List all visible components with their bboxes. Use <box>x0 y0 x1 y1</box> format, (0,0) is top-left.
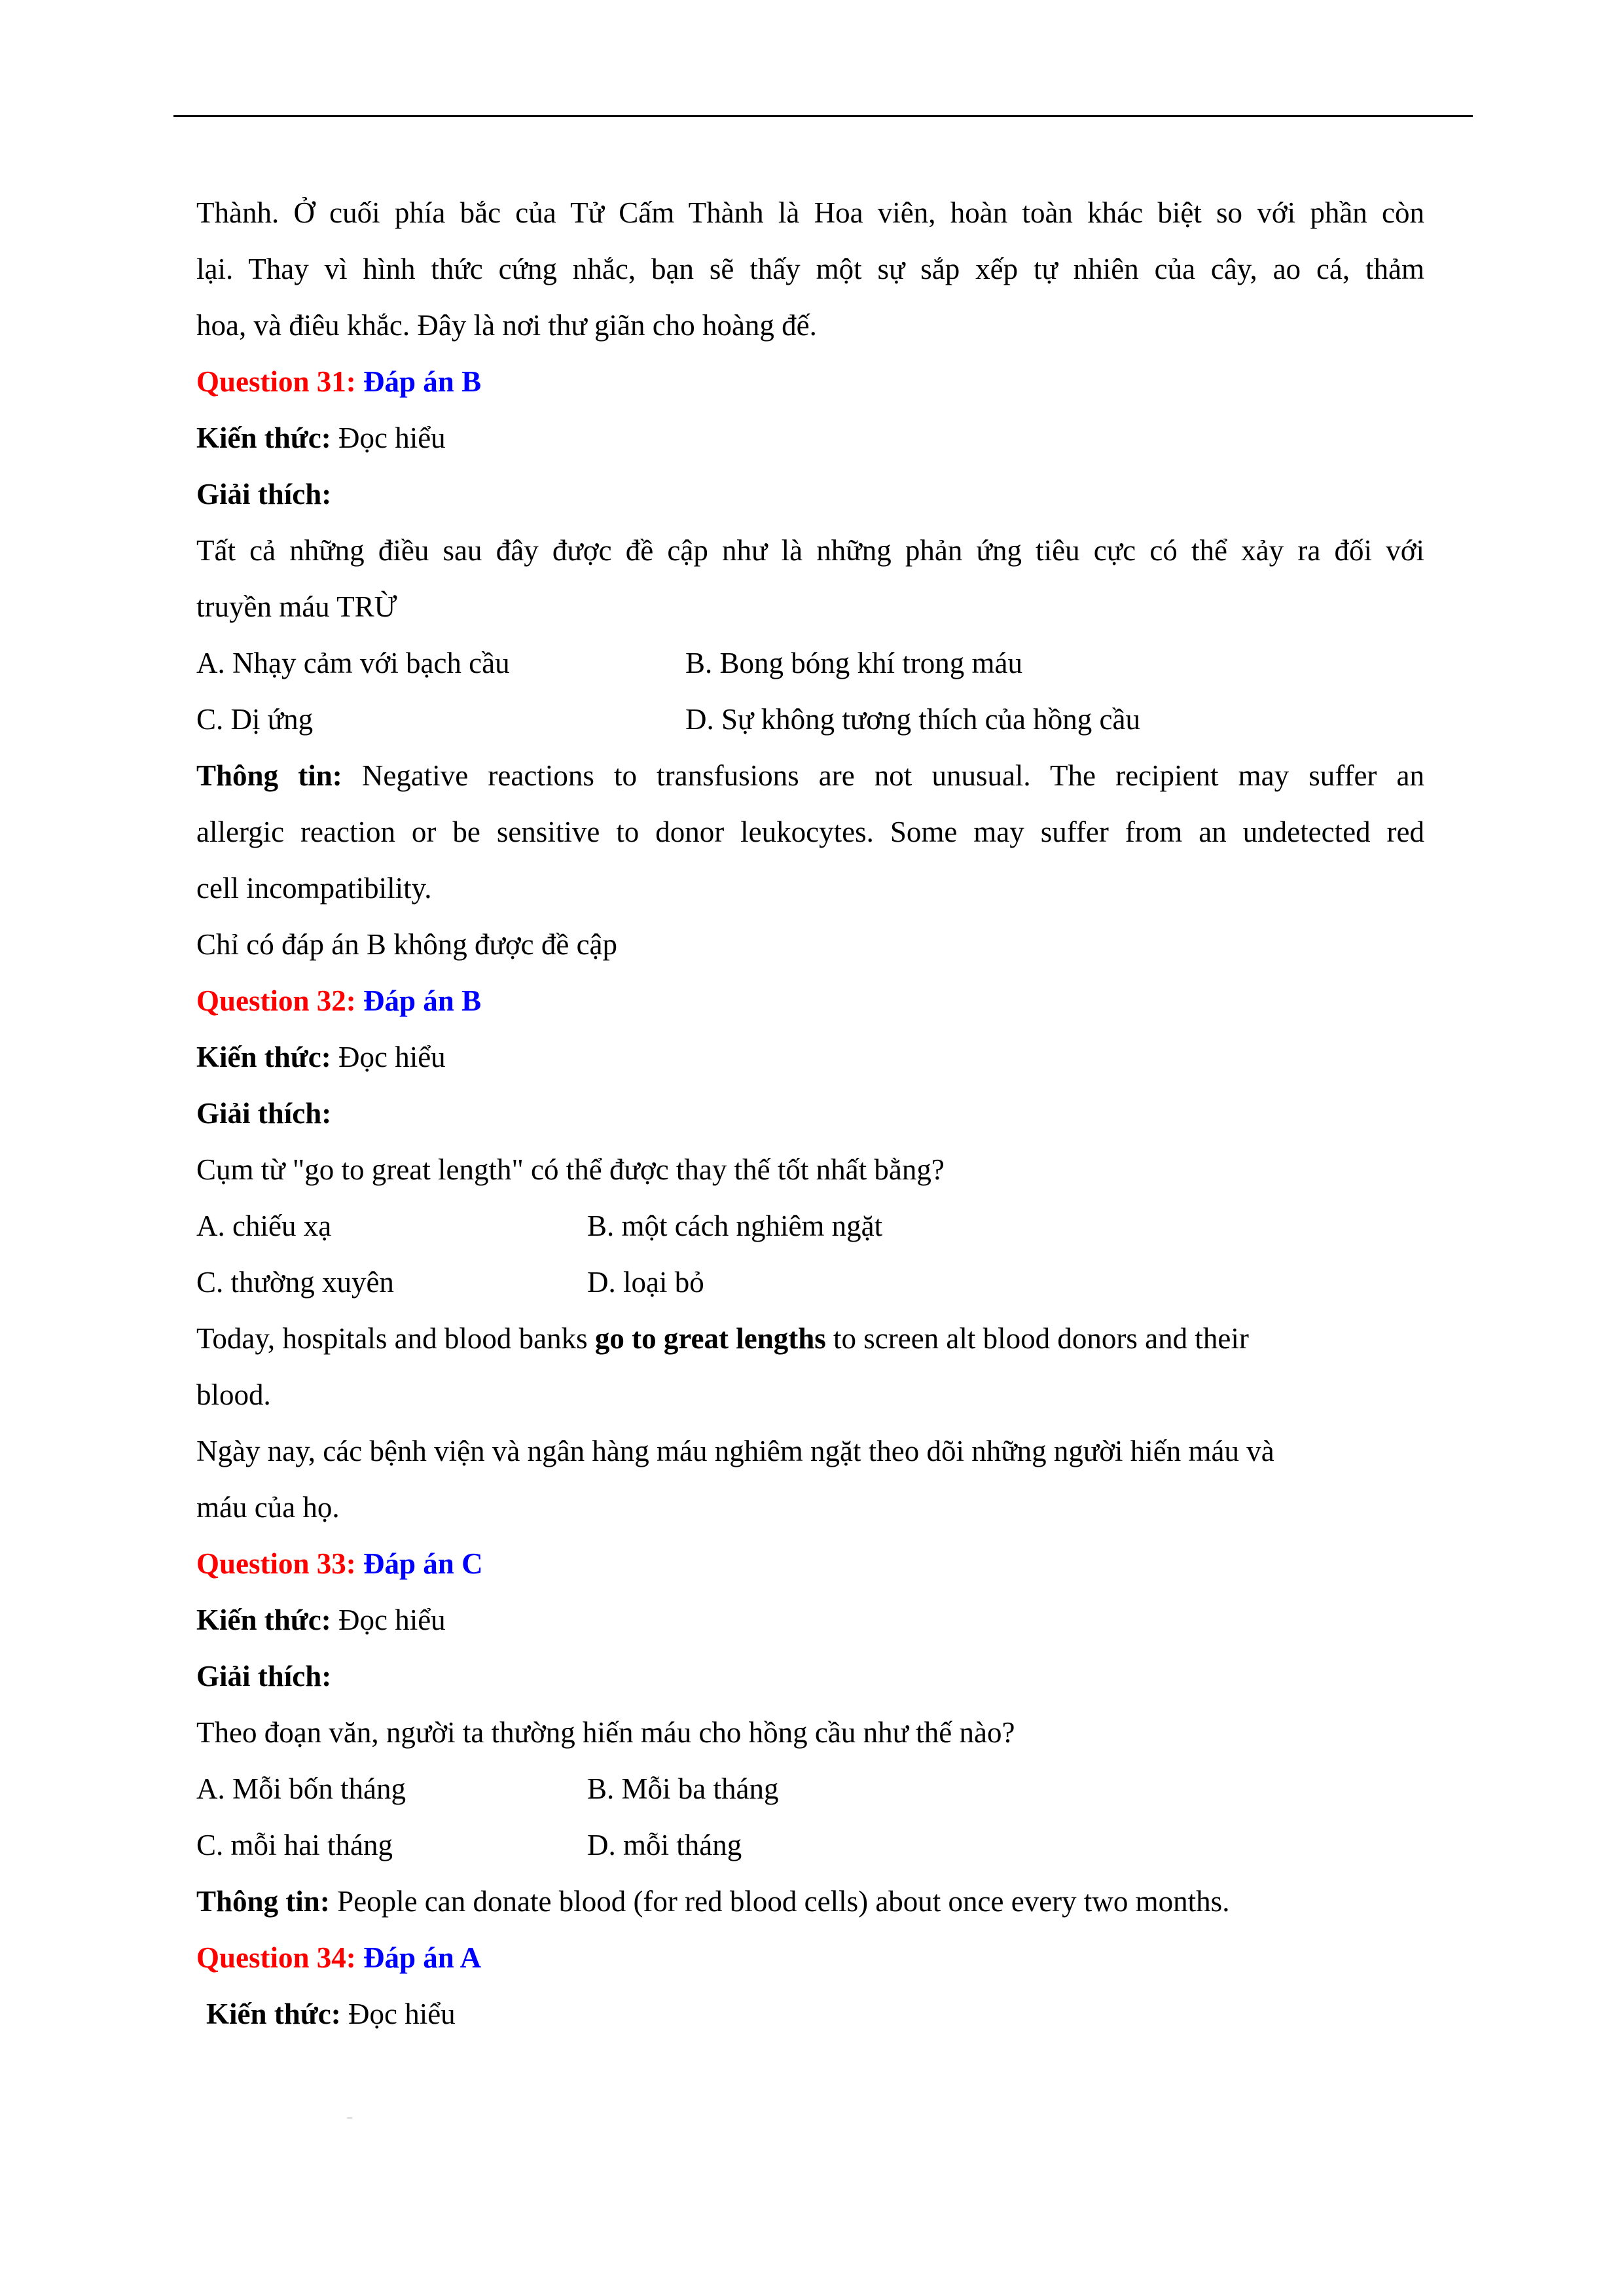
explanation-label: Giải thích: <box>196 1097 332 1130</box>
question-prompt: Cụm từ "go to great length" có thể được thay thế tốt nhất bằng? <box>196 1153 945 1186</box>
explanation-label: Giải thích: <box>196 1660 332 1693</box>
knowledge-line <box>196 1986 1424 2042</box>
knowledge-value: Đọc hiểu <box>348 1998 456 2030</box>
quote-line: blood. <box>196 1378 271 1411</box>
question-31-heading <box>196 353 1424 410</box>
info-line <box>196 1873 1424 1929</box>
question-label: Question 33: <box>196 1547 356 1580</box>
question-34-heading <box>196 1929 1424 1986</box>
option-d: D. loại bỏ <box>587 1266 704 1299</box>
translation-line: Ngày nay, các bệnh viện và ngân hàng máu nghiêm ngặt theo dõi những người hiến máu và <box>196 1435 1274 1467</box>
options-row <box>196 1761 1424 1817</box>
options-row <box>196 635 1424 691</box>
knowledge-label: Kiến thức: <box>196 1604 331 1636</box>
option-b: B. Bong bóng khí trong máu <box>685 647 1022 679</box>
header-rule <box>173 115 1473 117</box>
option-c: C. mỗi hai tháng <box>196 1829 393 1861</box>
option-a: A. chiếu xạ <box>196 1210 332 1242</box>
option-d: D. mỗi tháng <box>587 1829 742 1861</box>
answer-label: Đáp án B <box>363 365 482 398</box>
question-label: Question 34: <box>196 1941 356 1974</box>
info-line <box>196 747 1424 804</box>
quote-line <box>196 1310 1424 1367</box>
question-label: Question 31: <box>196 365 356 398</box>
option-c: C. Dị ứng <box>196 703 314 736</box>
info-label: Thông tin: <box>196 759 342 792</box>
info-text: People can donate blood (for red blood cells) about once every two months. <box>337 1885 1230 1918</box>
translation-line: máu của họ. <box>196 1491 340 1524</box>
options-row <box>196 691 1424 747</box>
option-b: B. một cách nghiêm ngặt <box>587 1210 883 1242</box>
scan-mark <box>347 2117 352 2119</box>
info-label: Thông tin: <box>196 1885 330 1918</box>
info-line: allergic reaction or be sensitive to donor leukocytes. Some may suffer from an undetected red <box>196 816 1424 848</box>
knowledge-label: Kiến thức: <box>196 1041 331 1073</box>
option-d: D. Sự không tương thích của hồng cầu <box>685 703 1140 736</box>
intro-line: hoa, và điêu khắc. Đây là nơi thư giãn cho hoàng đế. <box>196 309 817 342</box>
knowledge-label: Kiến thức: <box>206 1998 341 2030</box>
intro-line: Thành. Ở cuối phía bắc của Tử Cấm Thành là Hoa viên, hoàn toàn khác biệt so với phần còn <box>196 196 1424 229</box>
answer-label: Đáp án A <box>363 1941 482 1974</box>
page-content <box>196 185 1424 2042</box>
question-prompt: truyền máu TRỪ <box>196 590 397 623</box>
question-prompt: Theo đoạn văn, người ta thường hiến máu cho hồng cầu như thế nào? <box>196 1716 1015 1749</box>
answer-label: Đáp án B <box>363 984 482 1017</box>
knowledge-value: Đọc hiểu <box>338 1041 446 1073</box>
option-a: A. Mỗi bốn tháng <box>196 1772 406 1805</box>
answer-label: Đáp án C <box>363 1547 483 1580</box>
question-label: Question 32: <box>196 984 356 1017</box>
options-row <box>196 1817 1424 1873</box>
note-line: Chỉ có đáp án B không được đề cập <box>196 928 618 961</box>
knowledge-value: Đọc hiểu <box>338 1604 446 1636</box>
quote-highlight: go to great lengths <box>594 1322 826 1355</box>
option-a: A. Nhạy cảm với bạch cầu <box>196 647 510 679</box>
question-32-heading <box>196 973 1424 1029</box>
intro-line: lại. Thay vì hình thức cứng nhắc, bạn sẽ thấy một sự sắp xếp tự nhiên của cây, ao cá, thảm <box>196 253 1424 285</box>
option-c: C. thường xuyên <box>196 1266 394 1299</box>
options-row <box>196 1198 1424 1254</box>
quote-before: Today, hospitals and blood banks <box>196 1322 595 1355</box>
explanation-label: Giải thích: <box>196 478 332 511</box>
info-line: cell incompatibility. <box>196 872 432 905</box>
option-b: B. Mỗi ba tháng <box>587 1772 779 1805</box>
knowledge-line <box>196 1029 1424 1085</box>
knowledge-label: Kiến thức: <box>196 422 331 454</box>
question-prompt: Tất cả những điều sau đây được đề cập như là những phản ứng tiêu cực có thể xảy ra đối với <box>196 534 1424 567</box>
question-33-heading <box>196 1535 1424 1592</box>
knowledge-line <box>196 410 1424 466</box>
quote-after: to screen alt blood donors and their <box>825 1322 1249 1355</box>
options-row <box>196 1254 1424 1310</box>
knowledge-value: Đọc hiểu <box>338 422 446 454</box>
knowledge-line <box>196 1592 1424 1648</box>
info-text: Negative reactions to transfusions are not unusual. The recipient may suffer an <box>361 759 1425 792</box>
